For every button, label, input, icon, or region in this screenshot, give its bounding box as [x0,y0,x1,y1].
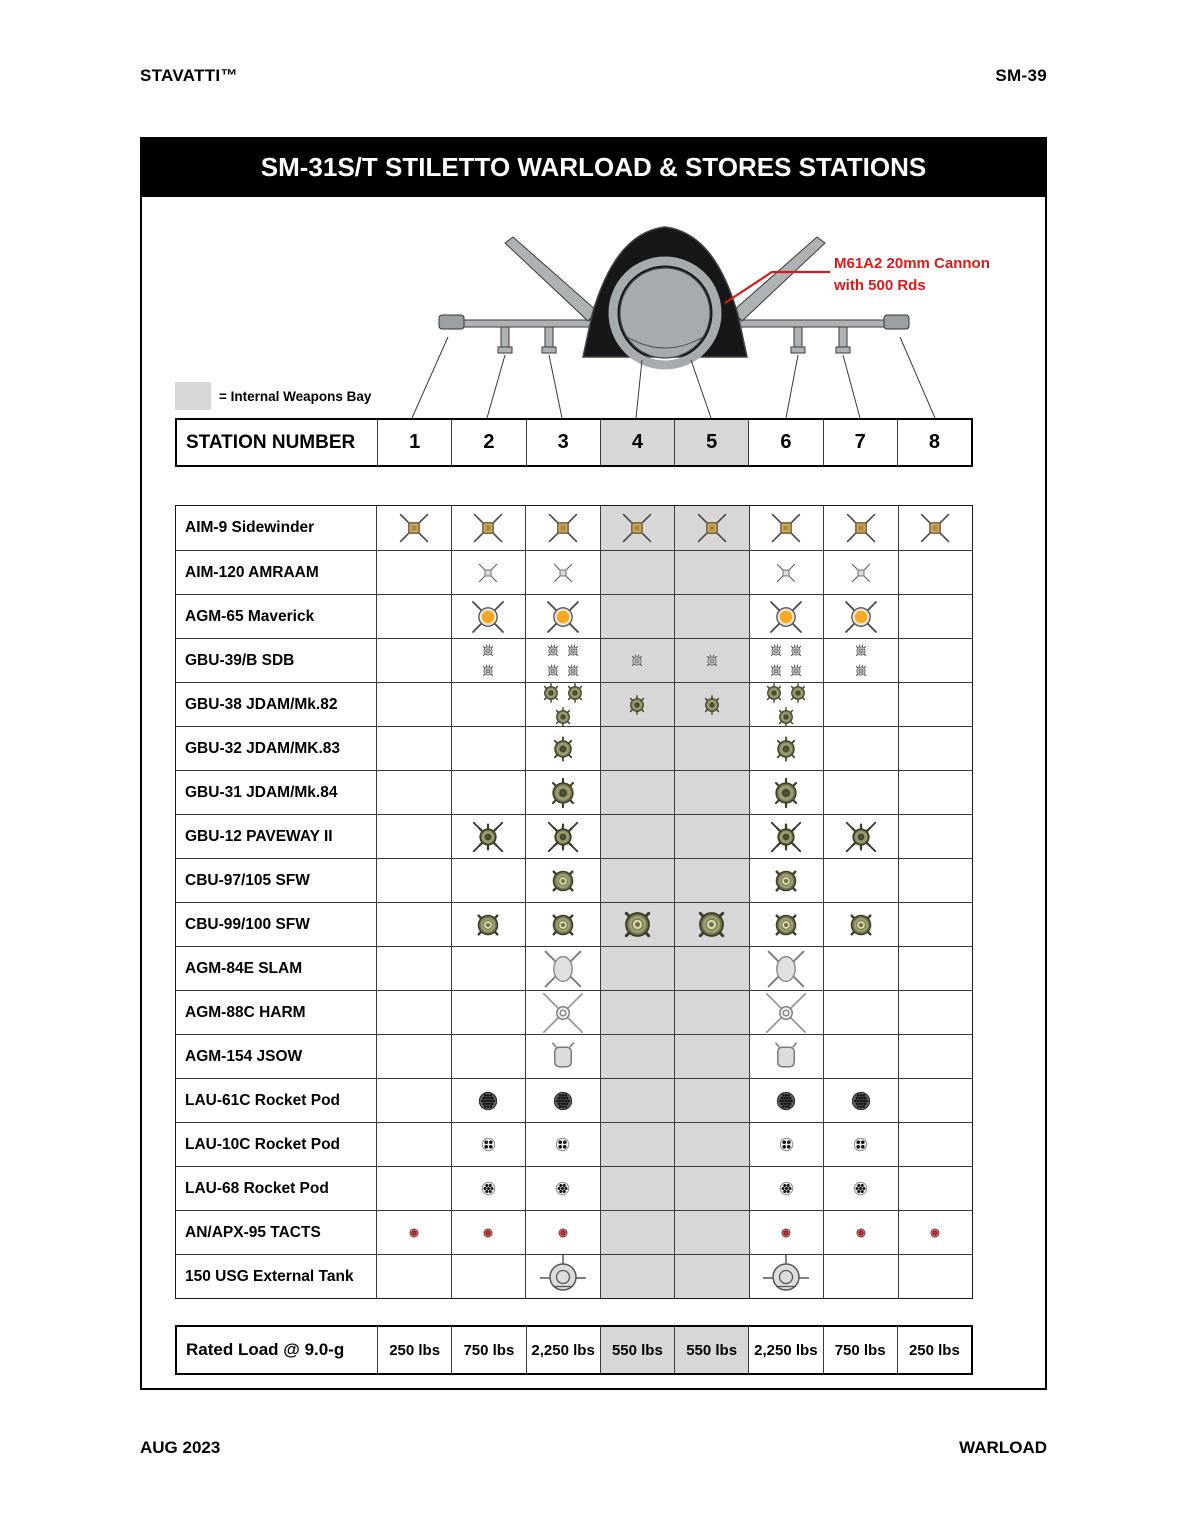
weapon-label: AGM-65 Maverick [176,594,376,638]
slam-icon [764,947,808,991]
maverick-icon [766,597,806,637]
matrix-cell [525,770,600,814]
jdam_small-icon [701,694,723,716]
maverick-icon [543,597,583,637]
weapon-label: GBU-31 JDAM/Mk.84 [176,770,376,814]
amraam-icon [773,560,799,586]
matrix-cell [376,902,451,946]
lau61-icon [547,1085,579,1117]
matrix-cell [451,1254,526,1298]
matrix-cell [674,1078,749,1122]
matrix-cell [600,726,675,770]
jdam_med-icon [549,735,577,763]
rated-load-value: 250 lbs [377,1327,451,1373]
matrix-cell [749,814,824,858]
jdam_small-icon [552,706,574,728]
paveway-icon [768,819,804,855]
sidewinder-icon [842,509,880,547]
matrix-cell [376,682,451,726]
jdam_large-icon [769,776,803,810]
wingtip-rail-left [439,315,464,329]
matrix-cell [600,1034,675,1078]
station-number-7: 7 [823,420,897,465]
cbu-icon [546,864,580,898]
matrix-cell [376,638,451,682]
matrix-cell [823,1122,898,1166]
station-number-table [175,418,973,467]
weapon-label: AIM-9 Sidewinder [185,519,315,536]
sidewinder-icon [469,509,507,547]
matrix-cell [749,1034,824,1078]
wingtip-rail-right [884,315,909,329]
matrix-cell [674,1166,749,1210]
matrix-cell [898,726,973,770]
matrix-cell [823,990,898,1034]
matrix-cell [823,594,898,638]
matrix-cell [451,1122,526,1166]
amraam-icon [848,560,874,586]
matrix-cell [451,1034,526,1078]
matrix-cell [823,1210,898,1254]
matrix-cell [376,814,451,858]
sidewinder-icon [916,509,954,547]
matrix-cell [674,682,749,726]
matrix-cell [674,990,749,1034]
sdb-icon [479,662,497,680]
cbu-icon [844,908,878,942]
matrix-cell [749,638,824,682]
matrix-cell [898,550,973,594]
matrix-cell [451,946,526,990]
matrix-cell [525,506,600,550]
matrix-cell [898,814,973,858]
matrix-cell [749,946,824,990]
matrix-cell [749,726,824,770]
matrix-cell [600,682,675,726]
cbu-icon [769,908,803,942]
matrix-cell [525,858,600,902]
matrix-cell [674,726,749,770]
matrix-cell [898,1078,973,1122]
lau68-icon [476,1176,501,1201]
matrix-cell [525,1122,600,1166]
matrix-cell [600,1254,675,1298]
matrix-cell [525,682,600,726]
weapon-label: GBU-38 JDAM/Mk.82 [176,682,376,726]
paveway-icon [843,819,879,855]
jsow-icon [768,1039,804,1075]
matrix-cell [525,990,600,1034]
weapon-label: CBU-97/105 SFW [176,858,376,902]
lau61-icon [770,1085,802,1117]
matrix-cell [376,1034,451,1078]
matrix-cell [823,1034,898,1078]
rated-load-header: Rated Load @ 9.0-g [186,1340,345,1359]
matrix-cell [600,902,675,946]
internal-bay-swatch [175,382,211,410]
matrix-cell [898,638,973,682]
sdb-icon [767,642,785,660]
lau68-icon [550,1176,575,1201]
matrix-cell [376,1078,451,1122]
tacts-icon [852,1224,870,1242]
matrix-cell [600,1078,675,1122]
weapon-label: LAU-61C Rocket Pod [176,1078,376,1122]
jdam_large-icon [546,776,580,810]
matrix-cell [525,814,600,858]
matrix-cell [376,946,451,990]
matrix-cell [749,1254,824,1298]
tacts-icon [479,1224,497,1242]
weapon-label: AGM-154 JSOW [176,1034,376,1078]
matrix-cell [376,726,451,770]
matrix-cell [898,1122,973,1166]
matrix-cell [749,770,824,814]
weapon-label: GBU-32 JDAM/MK.83 [176,726,376,770]
matrix-cell [674,946,749,990]
page-title: SM-31S/T STILETTO WARLOAD & STORES STATIONS [140,137,1047,197]
sdb-icon [564,662,582,680]
amraam-icon [550,560,576,586]
rated-load-table [175,1325,973,1375]
matrix-cell [451,726,526,770]
maverick-icon [468,597,508,637]
matrix-cell [749,1078,824,1122]
matrix-cell [451,682,526,726]
tacts-icon [554,1224,572,1242]
sidewinder-icon [544,509,582,547]
internal-bay-label: = Internal Weapons Bay [219,389,372,404]
paveway-icon [470,819,506,855]
matrix-cell [898,594,973,638]
tacts-icon [926,1224,944,1242]
matrix-cell [898,1034,973,1078]
sdb-icon [787,642,805,660]
matrix-cell [600,814,675,858]
matrix-cell [451,990,526,1034]
matrix-cell [525,1034,600,1078]
matrix-cell [674,594,749,638]
matrix-cell [898,1210,973,1254]
doc-code: SM-39 [995,66,1047,85]
matrix-cell [898,1166,973,1210]
matrix-cell [525,726,600,770]
station-number-1: 1 [377,420,451,465]
matrix-cell [600,770,675,814]
matrix-cell [376,594,451,638]
matrix-cell [823,858,898,902]
matrix-cell [898,858,973,902]
cbu-icon [769,864,803,898]
jdam_small-icon [540,682,562,704]
matrix-cell [898,682,973,726]
rated-load-value: 250 lbs [897,1327,971,1373]
matrix-cell [898,990,973,1034]
jdam_small-icon [564,682,586,704]
weapon-label: GBU-39/B SDB [176,638,376,682]
matrix-cell [376,1166,451,1210]
matrix-cell [376,1210,451,1254]
maverick-icon [841,597,881,637]
jdam_small-icon [775,706,797,728]
matrix-cell [674,1122,749,1166]
lau10-icon [774,1132,799,1157]
lau68-icon [848,1176,873,1201]
matrix-cell [823,726,898,770]
rated-load-value: 2,250 lbs [526,1327,600,1373]
matrix-cell [749,1166,824,1210]
matrix-cell [823,946,898,990]
station-number-5: 5 [674,420,748,465]
cannon-callout-text-1: M61A2 20mm Cannon [834,255,990,272]
matrix-cell [674,1254,749,1298]
rated-load-value: 550 lbs [674,1327,748,1373]
weapon-label: CBU-99/100 SFW [176,902,376,946]
matrix-cell [749,858,824,902]
matrix-cell [376,1254,451,1298]
station-number-2: 2 [451,420,525,465]
weapon-label: LAU-68 Rocket Pod [176,1166,376,1210]
matrix-cell [898,506,973,550]
sdb-icon [479,642,497,660]
matrix-cell [451,1166,526,1210]
lau61-icon [845,1085,877,1117]
matrix-cell [674,1210,749,1254]
sdb-icon [852,642,870,660]
matrix-cell [749,550,824,594]
matrix-cell [898,770,973,814]
matrix-cell [376,770,451,814]
weapon-label: 150 USG External Tank [176,1254,376,1298]
cbu-icon [471,908,505,942]
sdb-icon [628,652,646,670]
matrix-cell [376,506,451,550]
matrix-cell [600,990,675,1034]
matrix-cell [749,902,824,946]
matrix-cell [525,638,600,682]
matrix-cell [674,550,749,594]
matrix-cell [451,1210,526,1254]
rated-load-value: 750 lbs [823,1327,897,1373]
matrix-cell [898,1254,973,1298]
brand-text: STAVATTI™ [140,66,238,85]
matrix-cell [600,946,675,990]
station-number-8: 8 [897,420,971,465]
matrix-cell [674,814,749,858]
matrix-cell [674,1034,749,1078]
matrix-cell [376,990,451,1034]
sidewinder-icon [618,509,656,547]
matrix-cell [451,814,526,858]
jsow-icon [545,1039,581,1075]
harm-icon [540,990,586,1036]
tacts-icon [405,1224,423,1242]
matrix-cell [674,858,749,902]
matrix-cell [823,902,898,946]
matrix-cell [749,1122,824,1166]
matrix-cell [525,1166,600,1210]
matrix-cell [749,990,824,1034]
rated-load-value: 550 lbs [600,1327,674,1373]
matrix-cell [749,1210,824,1254]
matrix-cell [451,770,526,814]
warload-matrix-table [175,505,973,1299]
matrix-cell [376,1122,451,1166]
rated-load-value: 2,250 lbs [748,1327,822,1373]
cbu-icon [617,904,658,945]
matrix-cell [451,902,526,946]
matrix-cell [823,1078,898,1122]
matrix-cell [525,550,600,594]
tank-icon [762,1253,810,1301]
weapon-label: AN/APX-95 TACTS [176,1210,376,1254]
matrix-cell [451,858,526,902]
footer-section: WARLOAD [959,1438,1047,1457]
matrix-cell [600,1210,675,1254]
matrix-cell [823,1166,898,1210]
sdb-icon [564,642,582,660]
matrix-cell [525,1254,600,1298]
cbu-icon [691,904,732,945]
matrix-cell [823,550,898,594]
matrix-cell [749,506,824,550]
matrix-cell [451,506,526,550]
matrix-cell [823,814,898,858]
lau61-icon [472,1085,504,1117]
station-number-3: 3 [526,420,600,465]
sdb-icon [787,662,805,680]
matrix-cell [823,682,898,726]
matrix-cell [525,902,600,946]
matrix-cell [600,550,675,594]
jdam_small-icon [763,682,785,704]
matrix-cell [525,1210,600,1254]
tacts-icon [777,1224,795,1242]
matrix-cell [451,550,526,594]
sdb-icon [544,662,562,680]
matrix-cell [525,946,600,990]
matrix-cell [525,594,600,638]
matrix-cell [600,506,675,550]
weapon-label: LAU-10C Rocket Pod [176,1122,376,1166]
jdam_med-icon [772,735,800,763]
lau10-icon [476,1132,501,1157]
matrix-cell [451,1078,526,1122]
sdb-icon [852,662,870,680]
lau10-icon [550,1132,575,1157]
matrix-cell [898,902,973,946]
matrix-cell [823,770,898,814]
jdam_small-icon [626,694,648,716]
weapon-label: GBU-12 PAVEWAY II [176,814,376,858]
matrix-cell [525,1078,600,1122]
weapon-label: AGM-84E SLAM [176,946,376,990]
v-tail-left [505,237,597,321]
lau10-icon [848,1132,873,1157]
sdb-icon [544,642,562,660]
v-tail-right [733,237,825,321]
matrix-cell [376,858,451,902]
cannon-callout-text-2: with 500 Rds [834,277,926,294]
matrix-cell [823,506,898,550]
matrix-cell [749,682,824,726]
sdb-icon [767,662,785,680]
matrix-cell [823,638,898,682]
cbu-icon [546,908,580,942]
harm-icon [763,990,809,1036]
aircraft-diagram [140,197,1047,418]
amraam-icon [475,560,501,586]
weapon-label: AIM-120 AMRAAM [176,550,376,594]
station-number-header: STATION NUMBER [186,431,356,453]
matrix-cell [600,858,675,902]
matrix-cell [600,594,675,638]
matrix-cell [451,638,526,682]
matrix-cell [898,946,973,990]
nose-cone [620,268,710,358]
sidewinder-icon [767,509,805,547]
weapon-label: AGM-88C HARM [176,990,376,1034]
matrix-cell [749,594,824,638]
footer-date: AUG 2023 [140,1438,221,1457]
station-number-6: 6 [748,420,822,465]
matrix-cell [674,506,749,550]
lau68-icon [774,1176,799,1201]
sdb-icon [703,652,721,670]
sidewinder-icon [395,509,433,547]
matrix-cell [674,638,749,682]
sidewinder-icon [693,509,731,547]
matrix-cell [823,1254,898,1298]
jdam_small-icon [787,682,809,704]
paveway-icon [545,819,581,855]
rated-load-value: 750 lbs [451,1327,525,1373]
matrix-cell [674,902,749,946]
matrix-cell [600,1122,675,1166]
tank-icon [539,1253,587,1301]
matrix-cell [376,550,451,594]
matrix-cell [451,594,526,638]
slam-icon [541,947,585,991]
matrix-cell [600,638,675,682]
matrix-cell [674,770,749,814]
matrix-cell [600,1166,675,1210]
station-number-4: 4 [600,420,674,465]
